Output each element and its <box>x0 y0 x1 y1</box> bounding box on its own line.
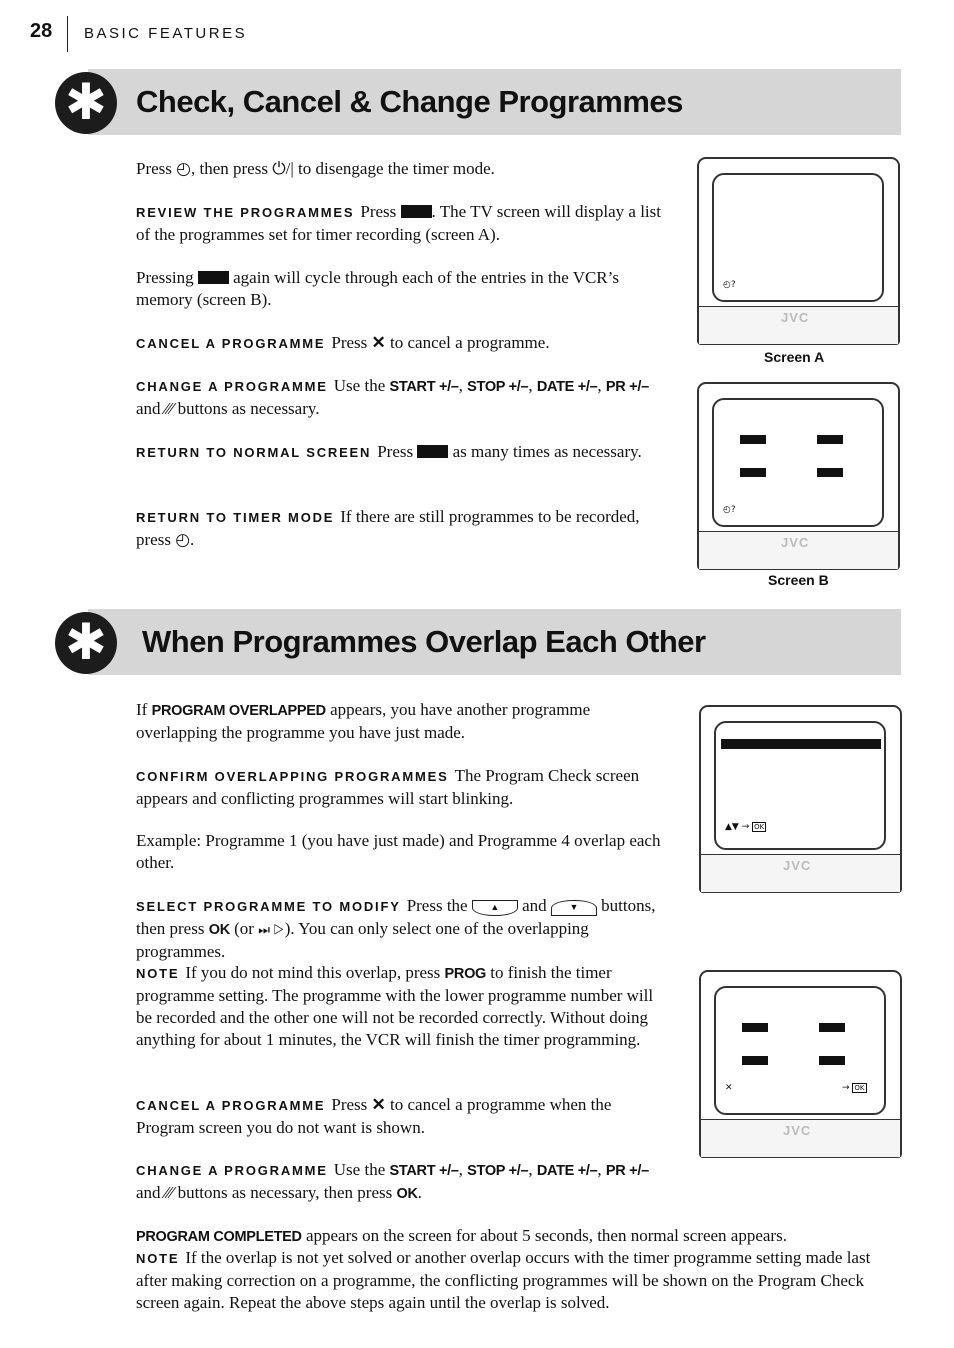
entry-bar <box>740 435 766 444</box>
cancel-label: CANCEL A PROGRAMME <box>136 336 326 351</box>
page-number: 28 <box>30 20 53 42</box>
confirm-label: CONFIRM OVERLAPPING PROGRAMMES <box>136 769 449 784</box>
s2-select: SELECT PROGRAMME TO MODIFY Press the ▲ and ▼ buttons, then press OK (or ⏭ ▷). You can only select one of the overlapping programmes. <box>136 896 656 961</box>
s1-review: REVIEW THE PROGRAMMES Press . The TV screen will display a list of the programmes set for timer recording (screen A). <box>136 202 661 244</box>
tv-screen-b <box>697 382 900 570</box>
entry-bar <box>742 1023 768 1032</box>
s2-confirm: CONFIRM OVERLAPPING PROGRAMMES The Program Check screen appears and conflicting programmes will start blinking. <box>136 766 640 808</box>
s2-cancel: CANCEL A PROGRAMME Press ✕ to cancel a programme when the Program screen you do not want is shown. <box>136 1095 612 1137</box>
section-tag: BASIC FEATURES <box>84 25 248 42</box>
entry-bar <box>817 435 843 444</box>
timer-question-icon: ◴? <box>723 280 736 290</box>
tv-panel <box>701 854 900 892</box>
tv-screen-overlap <box>699 705 902 893</box>
cancel-label: CANCEL A PROGRAMME <box>136 1098 326 1113</box>
cancel-icon: ✕ <box>725 1083 733 1093</box>
s1-cancel: CANCEL A PROGRAMME Press ✕ to cancel a programme. <box>136 333 550 352</box>
s2-intro: If PROGRAM OVERLAPPED appears, you have another programme overlapping the programme you have just made. <box>136 700 591 742</box>
s2-completed: PROGRAM COMPLETED appears on the screen for about 5 seconds, then normal screen appears. <box>136 1226 787 1245</box>
note-label: NOTE <box>136 1251 180 1266</box>
timer-icon: ◴ <box>176 159 191 178</box>
s1-return-timer: RETURN TO TIMER MODE If there are still programmes to be recorded, press ◴. <box>136 507 640 549</box>
skip-icon: ⁄⁄⁄ <box>164 399 174 418</box>
play-icon: ⏭ ▷ <box>258 922 285 937</box>
return-normal-label: RETURN TO NORMAL SCREEN <box>136 445 372 460</box>
s1-change: CHANGE A PROGRAMME Use the START +/–, STOP +/–, DATE +/–, PR +/– and ⁄⁄⁄ buttons as necessary. <box>136 376 649 418</box>
entry-bar <box>819 1023 845 1032</box>
key-block <box>401 205 432 218</box>
up-button-icon: ▲ <box>472 900 518 916</box>
star-icon: ✱ <box>55 72 117 134</box>
cancel-icon: ✕ <box>371 1095 386 1114</box>
timer-icon: ◴ <box>175 530 191 549</box>
tv-display <box>712 398 884 527</box>
jvc-logo: JVC <box>781 310 810 325</box>
s2-change: CHANGE A PROGRAMME Use the START +/–, STOP +/–, DATE +/–, PR +/– and ⁄⁄⁄ buttons as necessary, then press OK. <box>136 1160 649 1202</box>
select-label: SELECT PROGRAMME TO MODIFY <box>136 899 401 914</box>
tv-display <box>714 986 886 1115</box>
jvc-logo: JVC <box>783 1123 812 1138</box>
standby-icon: ⏻/| <box>272 159 294 178</box>
header-divider <box>67 16 68 52</box>
screen-a-caption: Screen A <box>764 349 825 365</box>
s1-return-normal: RETURN TO NORMAL SCREEN Press as many times as necessary. <box>136 442 642 461</box>
s2-note2: NOTE If the overlap is not yet solved or another overlap occurs with the timer programme setting made last after making correction on a programme, the conflicting programmes will be shown on the Program Check screen again. Repeat the above steps again until the overlap is solved. <box>136 1248 871 1312</box>
entry-bar <box>817 468 843 477</box>
star-icon: ✱ <box>55 612 117 674</box>
change-label: CHANGE A PROGRAMME <box>136 1163 328 1178</box>
s2-note1: NOTE If you do not mind this overlap, press PROG to finish the timer programme setting. The programme with the lower programme number will be recorded and the other one will not be recorded correctly. Without doing anything for about 1 minutes, the VCR will finish the timer programming. <box>136 963 654 1049</box>
review-label: REVIEW THE PROGRAMMES <box>136 205 355 220</box>
jvc-logo: JVC <box>783 858 812 873</box>
down-button-icon: ▼ <box>551 900 597 916</box>
tv-screen-cancel <box>699 970 902 1158</box>
cancel-icon: ✕ <box>371 333 386 352</box>
entry-bar <box>740 468 766 477</box>
s2-example: Example: Programme 1 (you have just made) and Programme 4 overlap each other. <box>136 831 661 872</box>
section2-title: When Programmes Overlap Each Other <box>142 624 706 659</box>
updown-ok-hint: ▲▼ → OK <box>725 822 765 832</box>
tv-display <box>714 721 886 850</box>
entry-bar <box>819 1056 845 1065</box>
change-label: CHANGE A PROGRAMME <box>136 379 328 394</box>
highlight-bar <box>721 739 881 749</box>
skip-icon: ⁄⁄⁄ <box>164 1183 174 1202</box>
note-label: NOTE <box>136 966 180 981</box>
return-timer-label: RETURN TO TIMER MODE <box>136 510 335 525</box>
section1-title: Check, Cancel & Change Programmes <box>136 84 683 119</box>
entry-bar <box>742 1056 768 1065</box>
timer-question-icon: ◴? <box>723 505 736 515</box>
key-block <box>198 271 229 284</box>
jvc-logo: JVC <box>781 535 810 550</box>
tv-panel <box>699 306 898 344</box>
tv-display <box>712 173 884 302</box>
tv-screen-a <box>697 157 900 345</box>
screen-b-caption: Screen B <box>768 572 829 588</box>
ok-hint: → OK <box>842 1083 865 1093</box>
tv-panel <box>699 531 898 569</box>
s1-intro: Press ◴, then press ⏻/| to disengage the timer mode. <box>136 159 495 178</box>
tv-panel <box>701 1119 900 1157</box>
key-block <box>417 445 448 458</box>
s1-pressing: Pressing again will cycle through each of the entries in the VCR’s memory (screen B). <box>136 268 619 309</box>
